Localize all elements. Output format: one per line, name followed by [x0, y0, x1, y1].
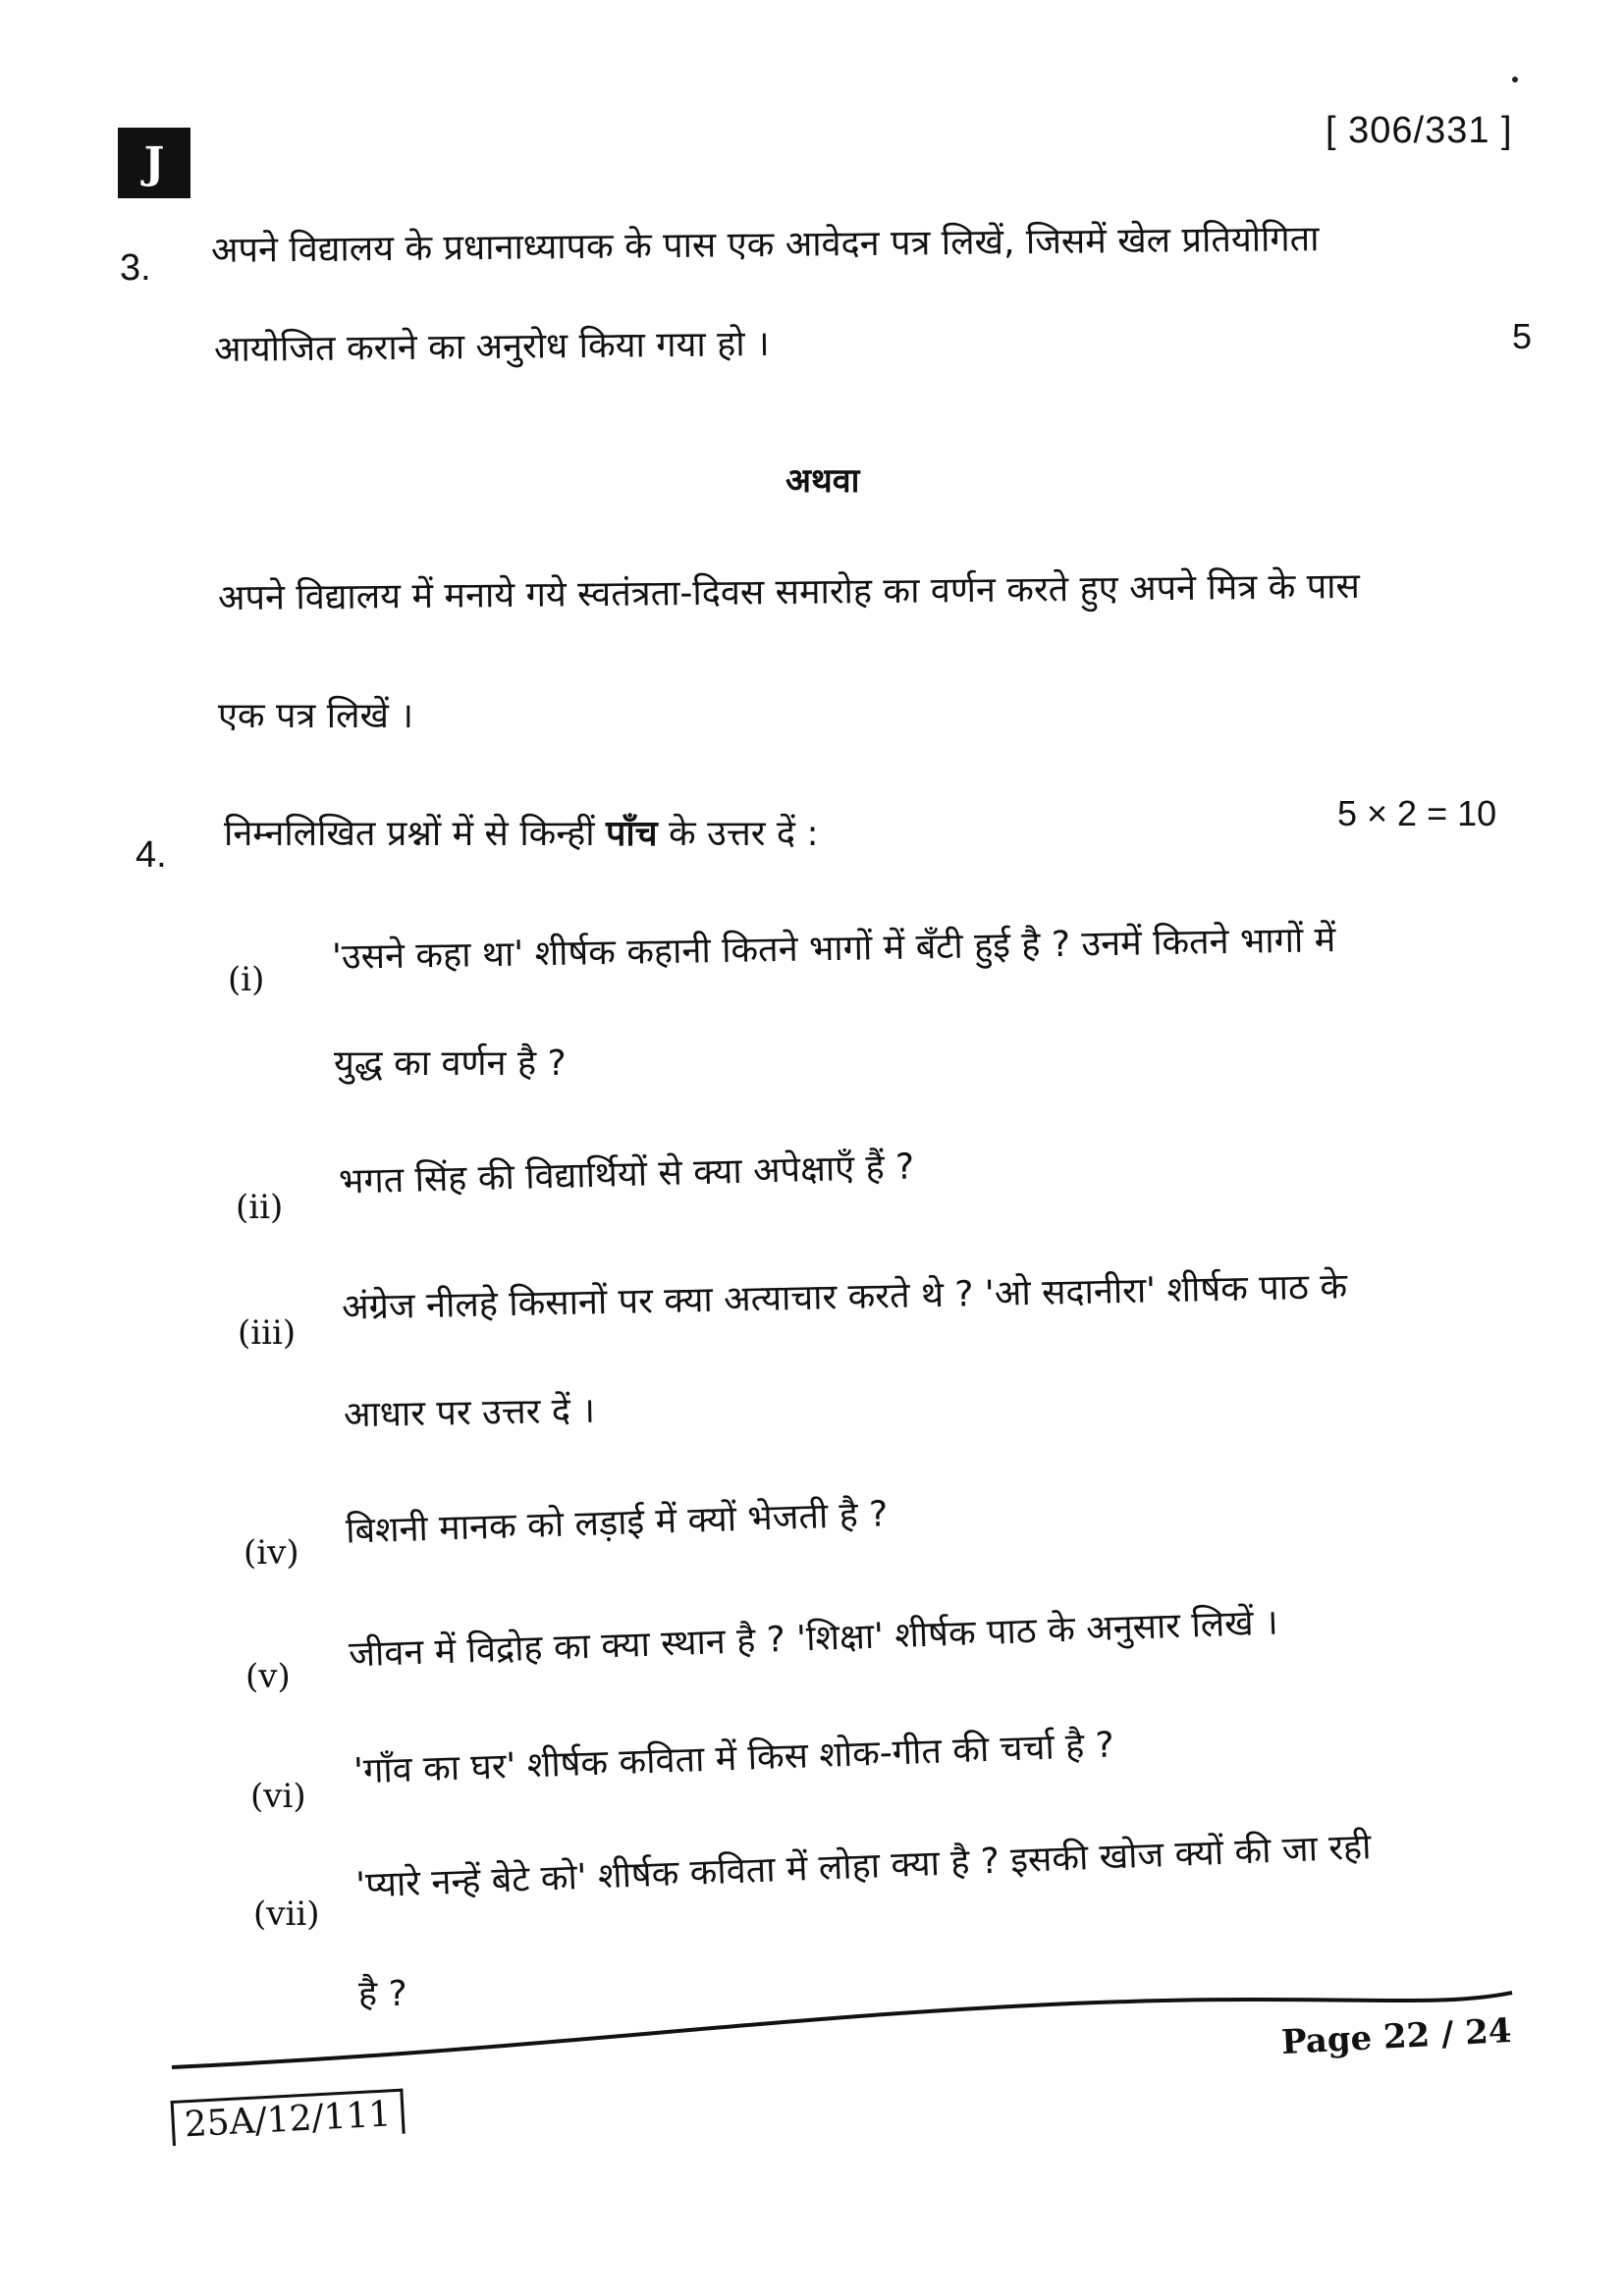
question-3-line-1: अपने विद्यालय के प्रधानाध्यापक के पास एक आवेदन पत्र लिखें, जिसमें खेल प्रतियोगिता — [210, 219, 1320, 271]
sub-question-v-line-1: जीवन में विद्रोह का क्या स्थान है ? 'शिक्षा' शीर्षक पाठ के अनुसार लिखें । — [348, 1602, 1279, 1676]
sub-question-label: (ii) — [236, 1188, 284, 1227]
question-number-3: 3. — [120, 247, 151, 289]
question-3-alt-line-1: अपने विद्यालय में मनाये गये स्वतंत्रता-दिवस समारोह का वर्णन करते हुए अपने मित्र के पास — [217, 565, 1361, 619]
page-number: Page 22 / 24 — [1280, 2010, 1513, 2063]
question-number-4: 4. — [135, 834, 167, 876]
instruction-text: निम्नलिखित प्रश्नों में से किन्हीं — [224, 814, 606, 854]
sub-question-vi-line-1: 'गाँव का घर' शीर्षक कविता में किस शोक-गीत की चर्चा है ? — [352, 1725, 1115, 1792]
scan-speck — [1512, 77, 1518, 82]
paper-code: [ 306/331 ] — [1326, 110, 1513, 151]
sub-question-label: (v) — [245, 1657, 291, 1696]
sub-question-label: (i) — [228, 960, 265, 999]
sub-question-ii-line-1: भगत सिंह की विद्यार्थियों से क्या अपेक्षाएँ हैं ? — [338, 1147, 915, 1202]
sub-question-i-line-1: 'उसने कहा था' शीर्षक कहानी कितने भागों में बँटी हुई है ? उनमें कितने भागों में — [331, 920, 1336, 978]
booklet-code: 25A/12/111 — [171, 2089, 406, 2146]
sub-question-iv-line-1: बिशनी मानक को लड़ाई में क्यों भेजती है ? — [345, 1494, 889, 1552]
question-3-line-2: आयोजित कराने का अनुरोध किया गया हो । — [213, 324, 770, 370]
question-3-alt-line-2: एक पत्र लिखें । — [218, 696, 414, 736]
sub-question-vii-line-2: है ? — [358, 1974, 407, 2014]
set-badge: J — [118, 128, 190, 198]
question-4-instruction — [224, 813, 819, 855]
alternative-label: अथवा — [785, 461, 860, 501]
sub-question-label: (iii) — [238, 1313, 297, 1353]
instruction-emphasis: पाँच — [605, 814, 658, 854]
question-4-marks: 5 × 2 = 10 — [1337, 793, 1497, 833]
instruction-text-end: के उत्तर दें : — [657, 814, 819, 854]
sub-question-label: (vi) — [250, 1777, 306, 1816]
sub-question-vii-line-1: 'प्यारे नन्हें बेटे को' शीर्षक कविता में लोहा क्या है ? इसकी खोज क्यों की जा रही — [354, 1827, 1373, 1906]
question-3-marks: 5 — [1512, 316, 1533, 356]
sub-question-label: (iv) — [244, 1533, 299, 1573]
sub-question-i-line-2: युद्ध का वर्णन है ? — [334, 1043, 567, 1084]
sub-question-iii-line-1: अंग्रेज नीलहे किसानों पर क्या अत्याचार करते थे ? 'ओ सदानीरा' शीर्षक पाठ के — [341, 1266, 1348, 1328]
sub-question-iii-line-2: आधार पर उत्तर दें । — [343, 1390, 596, 1436]
sub-question-label: (vii) — [253, 1895, 320, 1934]
